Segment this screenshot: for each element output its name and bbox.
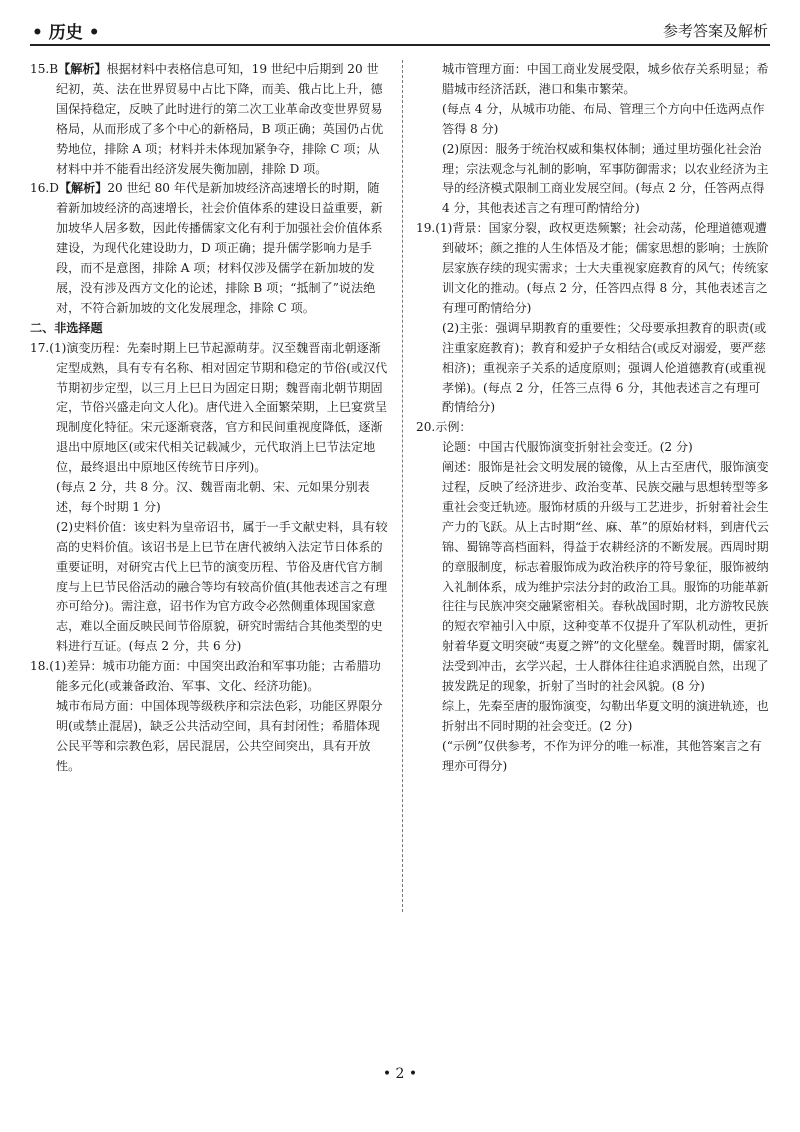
answer-17-part2: (2)史料价值：该史料为皇帝诏书，属于一手文献史料，具有较高的史料价值。该诏书是上巳节在唐代被纳入法定节日体系的重要证明，对研究古代上巳节的演变历程、节俗及唐代官方制度与上巳节民俗活动的融合等均有较高价值(其他表述言之有理亦可给分)。需注意，诏书作为官方政令必然侧重体现国家意志，难以全面反映民间节俗原貌，研究时需结合其他类型的史料进行互证。(每点 2 分，共 6 分) [56, 519, 388, 654]
answer-19-part1 [416, 219, 770, 319]
answer-15-number: 15.B [30, 62, 59, 76]
answer-17-scoring-1: (每点 2 分，共 8 分。汉、魏晋南北朝、宋、元如果分别表述，每个时期 1 分) [56, 480, 370, 514]
answer-15 [30, 60, 388, 179]
answer-16 [30, 179, 388, 318]
answer-16-tag: 【解析】 [58, 181, 108, 196]
answer-20-label: 示例： [435, 420, 472, 435]
answer-18-text-2: 城市布局方面：中国体现等级秩序和宗法色彩，功能区界限分明(或禁止混居)，缺乏公共活动空间，具有封闭性；希腊体现公民平等和宗教色彩，居民混居，公共空间突出，具有开放性。 [56, 699, 383, 773]
answer-20-number: 20. [416, 420, 436, 435]
answer-18-part2: (2)原因：服务于统治权威和集权体制；通过里坊强化社会治理；宗法观念与礼制的影响，军事防御需求；以农业经济为主导的经济模式限制工商业发展空间。(每点 2 分，任答两点得 4 分，其他表述言之有理可酌情给分) [442, 141, 769, 216]
page-header [30, 14, 770, 46]
answer-17-text-1: (1)演变历程：先秦时期上巳节起源萌芽。汉至魏晋南北朝逐渐定型成熟，具有专有名称、相对固定节期和稳定的节俗(或汉代节期初步定型，以三月上巳日为固定日期；魏晋南北朝节期固定，节俗兴盛走向文人化)。唐代进入全面繁荣期，上巳宴赏呈现制度化特征。宋元逐渐衰落，官方和民间重视度降低，逐渐退出中原地区(或宋代相关记载减少，元代取消上巳节法定地位，最终退出中原地区传统节日序列)。 [49, 340, 388, 475]
section-title-nonchoice: 二、非选择题 [30, 320, 103, 335]
answer-19-part2: (2)主张：强调早期教育的重要性；父母要承担教育的职责(或注重家庭教育)；教育和爱护子女相结合(或反对溺爱，要严慈相济)；重视亲子关系的适度原则；强调人伦道德教育(或重视孝悌)。(每点 2 分，任答三点得 6 分，其他表述言之有理可酌情给分) [442, 320, 767, 415]
subject-label: • 历史 • [32, 23, 100, 43]
answer-18-text-3: 城市管理方面：中国工商业发展受限，城乡依存关系明显；希腊城市经济活跃，港口和集市繁荣。 [442, 62, 769, 96]
page-number: • 2 • [382, 1066, 418, 1082]
answer-20-conclusion: 综上，先秦至唐的服饰演变，勾勒出华夏文明的演进轨迹，也折射出不同时期的社会变迁。(2 分) [442, 699, 769, 733]
answer-16-number: 16.D [30, 181, 59, 196]
answer-18-part1 [30, 657, 388, 697]
column-divider [402, 60, 403, 912]
answer-20-note: (“示例”仅供参考，不作为评分的唯一标准，其他答案言之有理亦可得分) [442, 738, 762, 773]
answer-19-number: 19. [416, 221, 436, 236]
answer-20-thesis: 论题：中国古代服饰演变折射社会变迁。(2 分) [442, 440, 693, 455]
answer-19-text-1: (1)背景：国家分裂，政权更迭频繁；社会动荡，伦理道德观遭到破坏；颜之推的人生体悟及才能；儒家思想的影响；士族阶层家族存续的现实需求；士大夫重视家庭教育的风气；传统家训文化的推动。(每点 2 分，任答四点得 8 分，其他表述言之有理可酌情给分) [435, 221, 769, 315]
section-label: 参考答案及解析 [662, 22, 768, 40]
answer-18-scoring-1: (每点 4 分，从城市功能、布局、管理三个方向中任选两点作答得 8 分) [442, 101, 765, 136]
answer-15-tag: 【解析】 [58, 62, 107, 76]
answer-16-text: 20 世纪 80 年代是新加坡经济高速增长的时期，随着新加坡经济的高速增长，社会价值体系的建设日益重要，新加坡华人居多数，因此传播儒家文化有利于加强社会价值体系建设，为现代化建设助力，D 项正确；提升儒学影响力是手段，而不是意图，排除 A 项；材料仅涉及儒学在新加坡的发展，没有涉及西方文化的论述，排除 B 项；“抵制了”说法绝对，不符合新加坡的文化发展理念，排除 C 项。 [56, 181, 383, 315]
answer-17-part1 [30, 339, 388, 478]
answer-18-text-1: (1)差异：城市功能方面：中国突出政治和军事功能；古希腊功能多元化(或兼备政治、军事、文化、经济功能)。 [49, 659, 381, 694]
answer-15-text: 根据材料中表格信息可知，19 世纪中后期到 20 世纪初，英、法在世界贸易中占比下降，而美、俄占比上升，德国保持稳定，反映了此时进行的第二次工业革命改变世界贸易格局，从而形成了多个中心的新格局，B 项正确；英国仍占优势地位，排除 A 项；材料并未体现加紧争夺，排除 C 项；从材料中并不能看出经济发展失衡加剧，排除 D 项。 [56, 62, 384, 176]
right-column [416, 60, 770, 777]
answer-20-argument: 阐述：服饰是社会文明发展的镜像，从上古至唐代，服饰演变过程，反映了经济进步、政治变革、民族交融与思想转型等多重社会变迁轨迹。服饰材质的升级与工艺进步，折射着社会生产力的飞跃。从上古时期“丝、麻、革”的原始材料，到唐代云锦、蜀锦等高档面料，得益于农耕经济的不断发展。西周时期的章服制度，标志着服饰成为政治秩序的符号象征，服饰被纳入礼制体系，成为维护宗法分封的政治工具。服饰的功能革新往往与民族冲突交融紧密相关。春秋战国时期，北方游牧民族的短衣窄袖引入中原，这种变革不仅提升了军队机动性，更折射着华夏文明突破“夷夏之辨”的文化壁垒。魏晋时期，儒家礼法受到冲击，玄学兴起，士人群体往往追求洒脱自然，出现了披发跣足的现象，折射了当时的社会风貌。(8 分) [442, 460, 769, 694]
answer-18-number: 18. [30, 659, 50, 674]
answer-20-heading [416, 418, 770, 438]
answer-17-number: 17. [30, 340, 50, 355]
left-column [30, 60, 388, 777]
